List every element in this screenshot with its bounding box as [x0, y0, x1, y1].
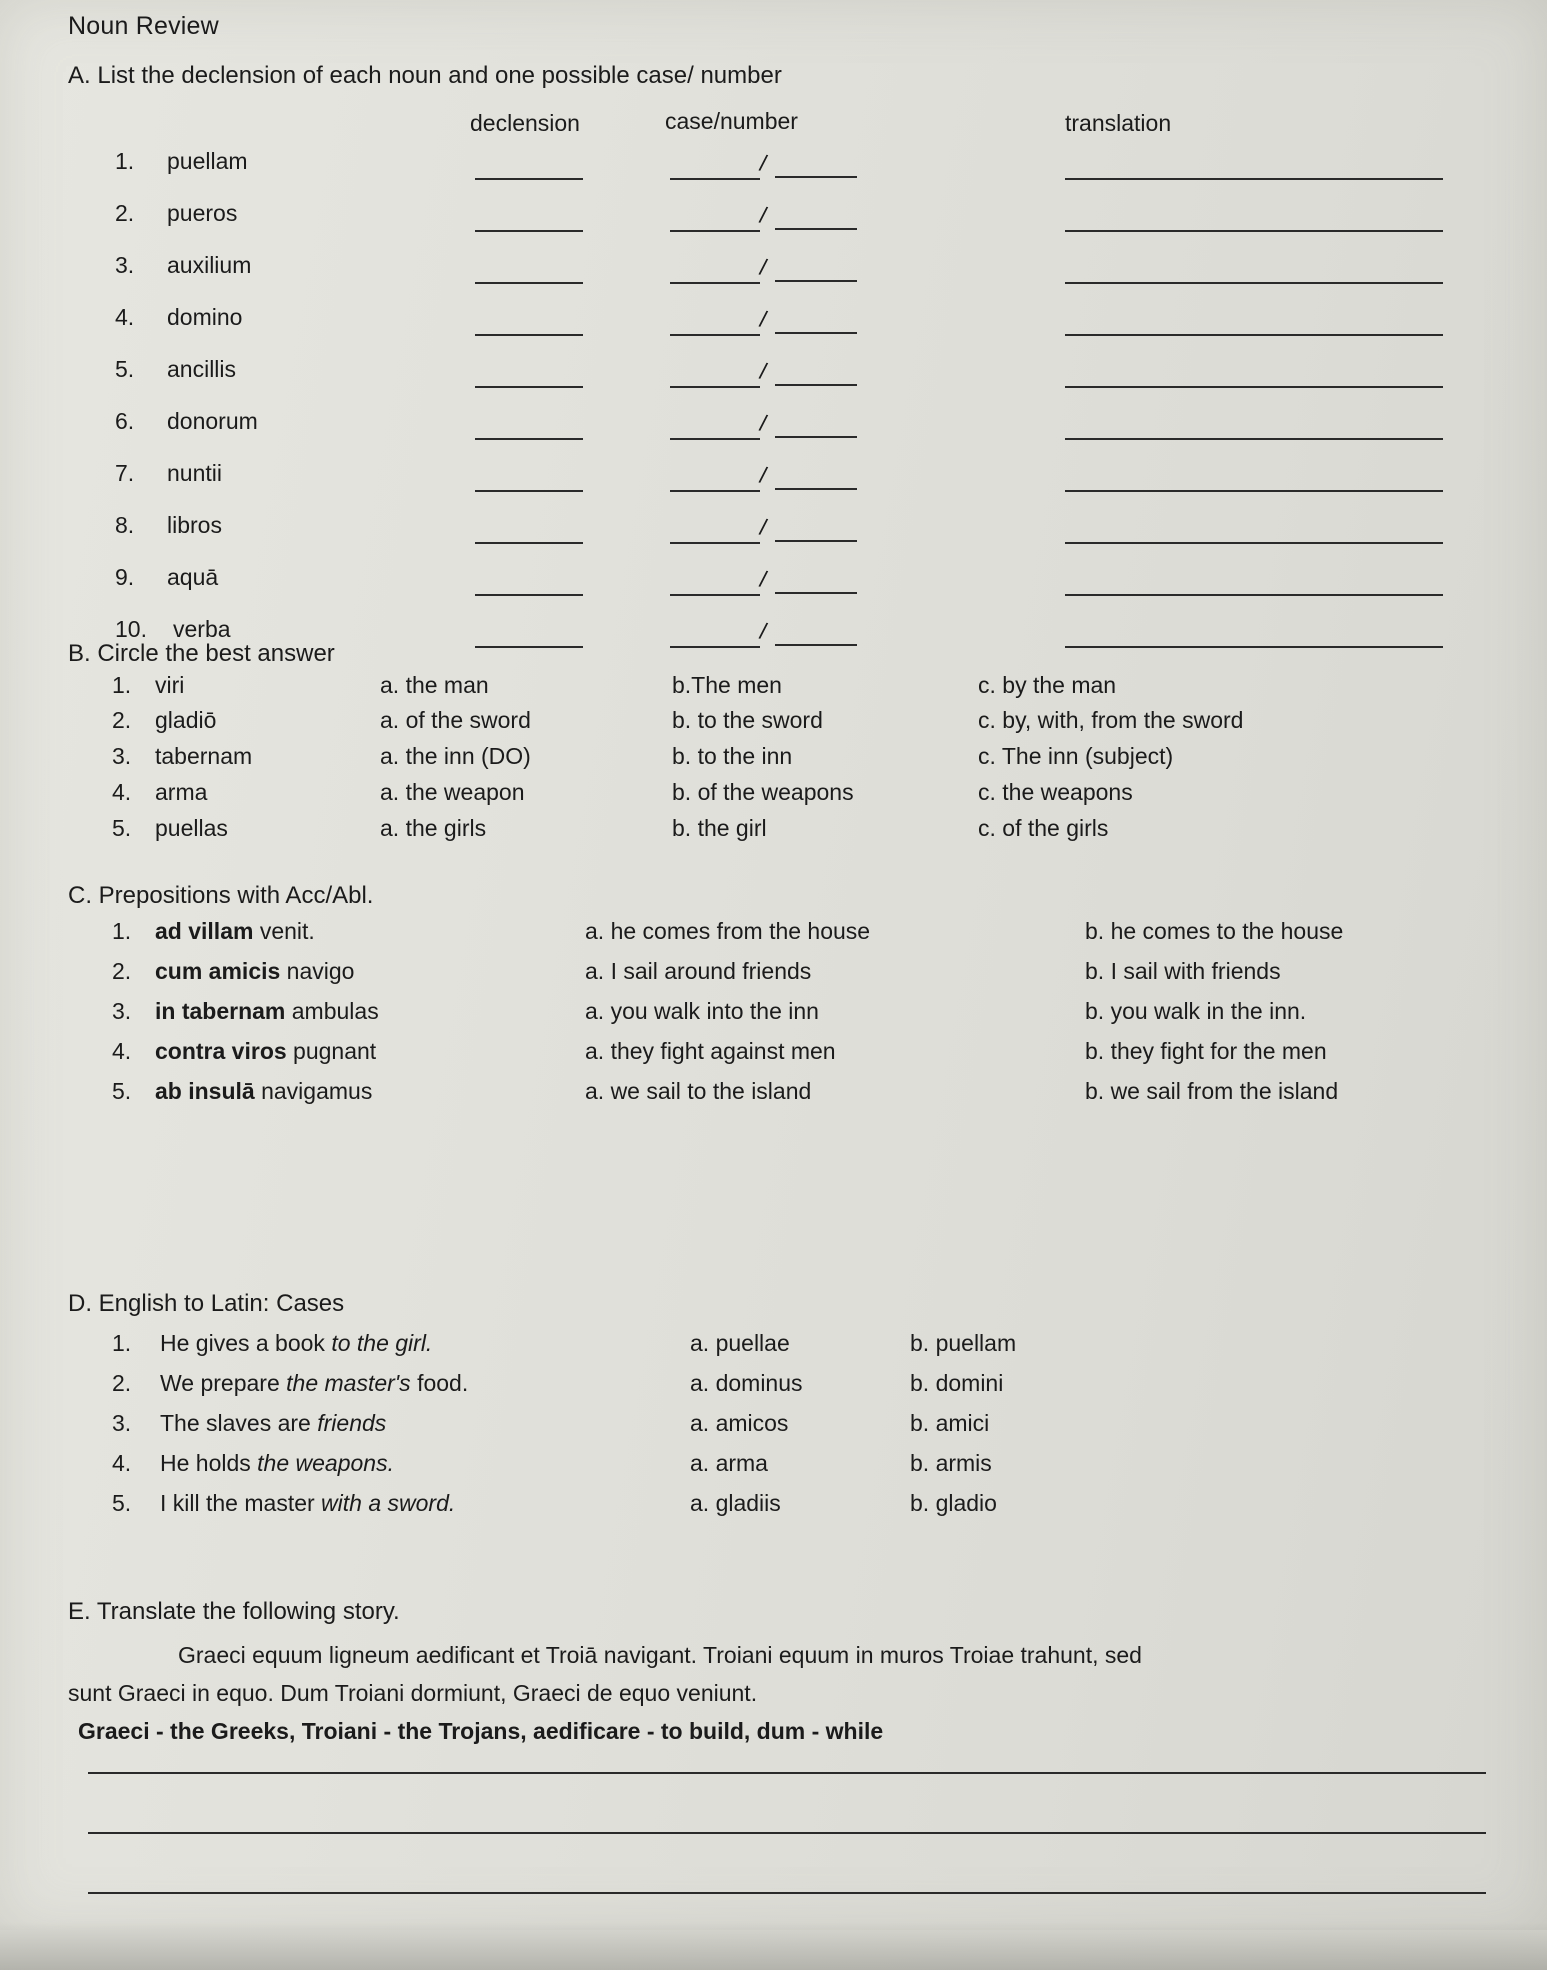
- latin-word: tabernam: [155, 743, 253, 769]
- option-a[interactable]: a. the weapon: [380, 779, 525, 805]
- section-b-heading: B. Circle the best answer: [68, 640, 335, 667]
- option-a[interactable]: a. arma: [690, 1450, 768, 1476]
- english-sentence: [160, 1410, 386, 1437]
- option-b[interactable]: b. puellam: [910, 1330, 1017, 1356]
- answer-blank-declension[interactable]: [475, 334, 583, 336]
- section-e-heading: E. Translate the following story.: [68, 1598, 400, 1625]
- answer-blank-case[interactable]: [670, 594, 760, 596]
- option-b[interactable]: b. of the weapons: [672, 779, 854, 805]
- answer-blank-number[interactable]: [775, 592, 857, 594]
- latin-word: nuntii: [167, 460, 222, 486]
- answer-blank-declension[interactable]: [475, 594, 583, 596]
- option-c[interactable]: c. the weapons: [978, 779, 1133, 805]
- item-number: 5.: [115, 356, 135, 382]
- latin-phrase: [155, 918, 315, 945]
- answer-blank-case[interactable]: [670, 646, 760, 648]
- slash-separator: /: [757, 513, 770, 541]
- latin-word: aquā: [167, 564, 219, 590]
- option-b[interactable]: b. you walk in the inn.: [1085, 998, 1307, 1024]
- page-title: Noun Review: [68, 12, 219, 40]
- slash-separator: /: [757, 357, 770, 385]
- latin-rest: navigamus: [254, 1078, 373, 1104]
- english-sentence: [160, 1490, 455, 1517]
- option-a[interactable]: a. amicos: [690, 1410, 789, 1436]
- option-a[interactable]: a. gladiis: [690, 1490, 781, 1516]
- answer-blank-declension[interactable]: [475, 178, 583, 180]
- answer-blank-translation[interactable]: [1065, 438, 1443, 440]
- section-d-heading: D. English to Latin: Cases: [68, 1290, 345, 1317]
- column-header-translation: translation: [1065, 110, 1172, 136]
- page-shadow: [0, 1922, 1547, 1970]
- answer-blank-translation[interactable]: [1065, 542, 1443, 544]
- latin-bold: ad villam: [155, 918, 254, 944]
- answer-blank-number[interactable]: [775, 540, 857, 542]
- option-a[interactable]: a. the man: [380, 672, 489, 698]
- latin-phrase: [155, 1078, 372, 1105]
- item-number: 4.: [112, 1450, 132, 1476]
- latin-word: pueros: [167, 200, 238, 226]
- slash-separator: /: [757, 201, 770, 229]
- item-number: 4.: [115, 304, 135, 330]
- answer-blank-translation[interactable]: [1065, 646, 1443, 648]
- item-number: 1.: [112, 918, 132, 944]
- table-row: [115, 408, 1515, 460]
- item-number: 5.: [112, 1078, 132, 1104]
- answer-blank-number[interactable]: [775, 176, 857, 178]
- answer-blank-number[interactable]: [775, 384, 857, 386]
- latin-word: domino: [167, 304, 243, 330]
- latin-word: ancillis: [167, 356, 237, 382]
- latin-word: gladiō: [155, 707, 217, 733]
- table-row: [115, 148, 1515, 200]
- option-c[interactable]: c. of the girls: [978, 815, 1109, 841]
- option-b[interactable]: b. amici: [910, 1410, 990, 1436]
- answer-blank-declension[interactable]: [475, 646, 583, 648]
- item-number: 2.: [112, 958, 132, 984]
- latin-word: libros: [167, 512, 222, 538]
- sentence-emphasis: friends: [317, 1410, 387, 1436]
- item-number: 1.: [115, 148, 135, 174]
- answer-blank-declension[interactable]: [475, 542, 583, 544]
- latin-word: viri: [155, 672, 185, 698]
- latin-rest: pugnant: [286, 1038, 377, 1064]
- answer-blank-number[interactable]: [775, 228, 857, 230]
- latin-phrase: [155, 958, 354, 985]
- answer-blank-declension[interactable]: [475, 282, 583, 284]
- sentence-emphasis: to the girl.: [331, 1330, 433, 1356]
- option-a[interactable]: a. dominus: [690, 1370, 803, 1396]
- option-a[interactable]: a. I sail around friends: [585, 958, 812, 984]
- table-row: [115, 200, 1515, 252]
- english-sentence: [160, 1330, 432, 1357]
- table-row: [115, 304, 1515, 356]
- item-number: 5.: [112, 815, 132, 841]
- option-a[interactable]: a. puellae: [690, 1330, 790, 1356]
- answer-blank-case[interactable]: [670, 178, 760, 180]
- table-row: [115, 252, 1515, 304]
- item-number: 10.: [115, 616, 147, 642]
- item-number: 8.: [115, 512, 135, 538]
- item-number: 2.: [112, 707, 132, 733]
- option-a[interactable]: a. he comes from the house: [585, 918, 871, 944]
- item-number: 1.: [112, 1330, 132, 1356]
- latin-word: donorum: [167, 408, 258, 434]
- latin-bold: ab insulā: [155, 1078, 255, 1104]
- option-a[interactable]: a. we sail to the island: [585, 1078, 812, 1104]
- latin-word: verba: [173, 616, 231, 642]
- answer-blank-translation[interactable]: [1065, 490, 1443, 492]
- answer-line[interactable]: [88, 1892, 1486, 1894]
- answer-blank-translation[interactable]: [1065, 282, 1443, 284]
- story-line-2: sunt Graeci in equo. Dum Troiani dormiunt, Graeci de equo veniunt.: [68, 1680, 758, 1706]
- answer-blank-translation[interactable]: [1065, 334, 1443, 336]
- item-number: 9.: [115, 564, 135, 590]
- column-header-declension: declension: [470, 110, 580, 136]
- answer-blank-case[interactable]: [670, 490, 760, 492]
- item-number: 5.: [112, 1490, 132, 1516]
- table-row: [115, 512, 1515, 564]
- answer-blank-number[interactable]: [775, 280, 857, 282]
- item-number: 7.: [115, 460, 135, 486]
- answer-line[interactable]: [88, 1832, 1486, 1834]
- option-b[interactable]: b. to the inn: [672, 743, 793, 769]
- item-number: 3.: [115, 252, 135, 278]
- section-a-heading: A. List the declension of each noun and one possible case/ number: [68, 62, 782, 89]
- item-number: 2.: [112, 1370, 132, 1396]
- story-line-1: Graeci equum ligneum aedificant et Troiā navigant. Troiani equum in muros Troiae trahunt, sed: [178, 1642, 1142, 1668]
- answer-blank-declension[interactable]: [475, 490, 583, 492]
- slash-separator: /: [757, 305, 770, 333]
- option-a[interactable]: a. you walk into the inn: [585, 998, 819, 1024]
- answer-blank-number[interactable]: [775, 332, 857, 334]
- option-b[interactable]: b. they fight for the men: [1085, 1038, 1327, 1064]
- answer-blank-case[interactable]: [670, 386, 760, 388]
- latin-phrase: [155, 1038, 376, 1065]
- option-b[interactable]: b. gladio: [910, 1490, 997, 1516]
- section-c-heading: C. Prepositions with Acc/Abl.: [68, 882, 374, 909]
- latin-bold: in tabernam: [155, 998, 286, 1024]
- answer-blank-case[interactable]: [670, 282, 760, 284]
- sentence-pre: He holds: [160, 1450, 258, 1476]
- answer-blank-translation[interactable]: [1065, 178, 1443, 180]
- latin-word: puellas: [155, 815, 228, 841]
- option-b[interactable]: b. armis: [910, 1450, 992, 1476]
- item-number: 4.: [112, 1038, 132, 1064]
- option-b[interactable]: b. he comes to the house: [1085, 918, 1344, 944]
- answer-blank-translation[interactable]: [1065, 386, 1443, 388]
- item-number: 6.: [115, 408, 135, 434]
- item-number: 2.: [115, 200, 135, 226]
- table-row: [115, 460, 1515, 512]
- answer-line[interactable]: [88, 1772, 1486, 1774]
- answer-blank-number[interactable]: [775, 488, 857, 490]
- table-row: [115, 564, 1515, 616]
- option-b[interactable]: b. to the sword: [672, 707, 823, 733]
- answer-blank-number[interactable]: [775, 436, 857, 438]
- option-a[interactable]: a. of the sword: [380, 707, 531, 733]
- sentence-pre: I kill the master: [160, 1490, 322, 1516]
- latin-word: auxilium: [167, 252, 252, 278]
- option-c[interactable]: c. The inn (subject): [978, 743, 1174, 769]
- item-number: 3.: [112, 1410, 132, 1436]
- sentence-emphasis: the weapons.: [257, 1450, 394, 1476]
- option-c[interactable]: c. by, with, from the sword: [978, 707, 1244, 733]
- sentence-emphasis: the master's: [286, 1370, 411, 1396]
- item-number: 4.: [112, 779, 132, 805]
- latin-bold: cum amicis: [155, 958, 281, 984]
- latin-word: arma: [155, 779, 208, 805]
- sentence-pre: We prepare: [160, 1370, 287, 1396]
- sentence-pre: The slaves are: [160, 1410, 318, 1436]
- answer-blank-translation[interactable]: [1065, 594, 1443, 596]
- slash-separator: /: [757, 565, 770, 593]
- slash-separator: /: [757, 461, 770, 489]
- sentence-emphasis: with a sword.: [321, 1490, 456, 1516]
- option-b[interactable]: b. domini: [910, 1370, 1004, 1396]
- slash-separator: /: [757, 253, 770, 281]
- latin-word: puellam: [167, 148, 248, 174]
- latin-bold: contra viros: [155, 1038, 287, 1064]
- vocab-hint: Graeci - the Greeks, Troiani - the Trojans, aedificare - to build, dum - while: [78, 1718, 884, 1744]
- english-sentence: [160, 1450, 394, 1477]
- option-a[interactable]: a. the girls: [380, 815, 487, 841]
- latin-rest: navigo: [280, 958, 355, 984]
- english-sentence: [160, 1370, 468, 1397]
- latin-phrase: [155, 998, 379, 1025]
- slash-separator: /: [757, 149, 770, 177]
- answer-blank-case[interactable]: [670, 334, 760, 336]
- option-c[interactable]: c. by the man: [978, 672, 1117, 698]
- item-number: 3.: [112, 998, 132, 1024]
- answer-blank-case[interactable]: [670, 230, 760, 232]
- option-b[interactable]: b.The men: [672, 672, 782, 698]
- answer-blank-declension[interactable]: [475, 438, 583, 440]
- answer-blank-declension[interactable]: [475, 386, 583, 388]
- answer-blank-declension[interactable]: [475, 230, 583, 232]
- item-number: 1.: [112, 672, 132, 698]
- slash-separator: /: [757, 617, 770, 645]
- option-b[interactable]: b. the girl: [672, 815, 767, 841]
- option-a[interactable]: a. they fight against men: [585, 1038, 836, 1064]
- column-header-case-number: case/number: [665, 108, 798, 134]
- answer-blank-translation[interactable]: [1065, 230, 1443, 232]
- option-a[interactable]: a. the inn (DO): [380, 743, 531, 769]
- sentence-pre: He gives a book: [160, 1330, 332, 1356]
- latin-rest: ambulas: [285, 998, 379, 1024]
- slash-separator: /: [757, 409, 770, 437]
- option-b[interactable]: b. we sail from the island: [1085, 1078, 1339, 1104]
- latin-rest: venit.: [253, 918, 315, 944]
- item-number: 3.: [112, 743, 132, 769]
- answer-blank-case[interactable]: [670, 542, 760, 544]
- answer-blank-case[interactable]: [670, 438, 760, 440]
- answer-blank-number[interactable]: [775, 644, 857, 646]
- option-b[interactable]: b. I sail with friends: [1085, 958, 1281, 984]
- sentence-post: food.: [410, 1370, 469, 1396]
- table-row: [115, 356, 1515, 408]
